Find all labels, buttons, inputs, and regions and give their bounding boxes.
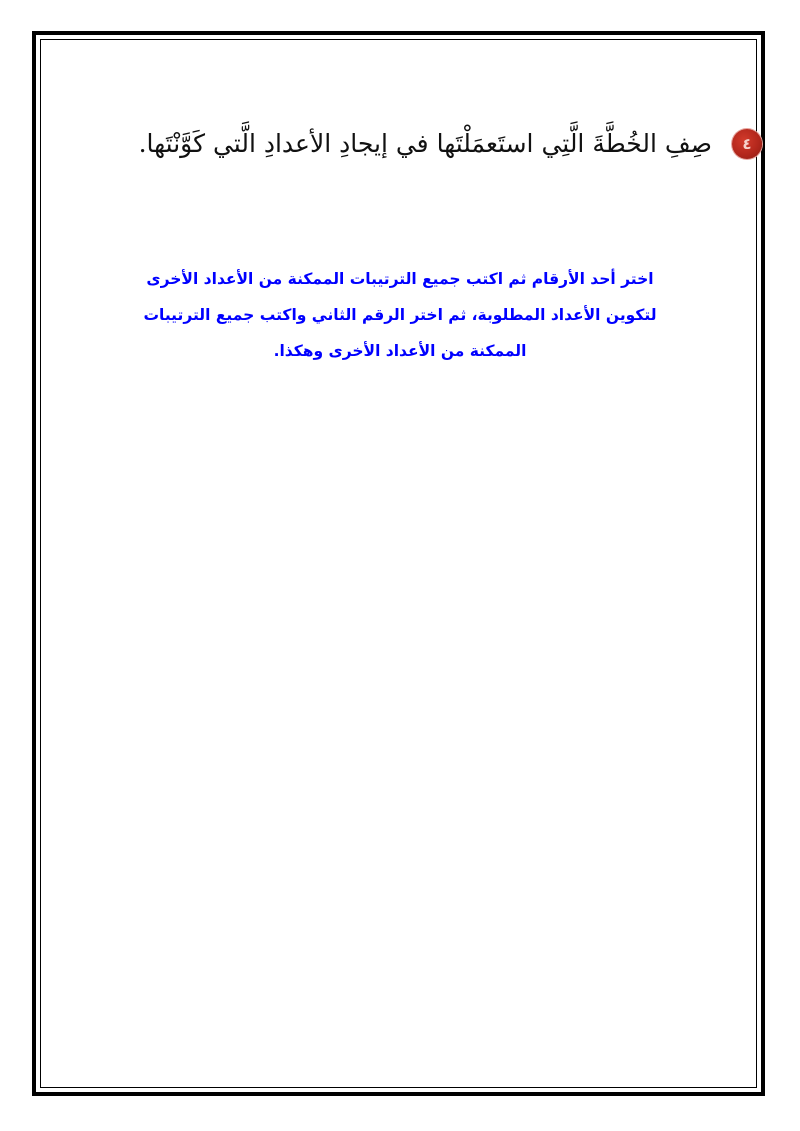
page-border-inner bbox=[40, 39, 757, 1088]
question-row bbox=[102, 128, 762, 161]
page-border bbox=[32, 31, 765, 1096]
answer-line-3: الممكنة من الأعداد الأخرى وهكذا. bbox=[273, 341, 527, 360]
answer-text bbox=[100, 262, 700, 370]
answer-line-1: اختر أحد الأرقام ثم اكتب جميع الترتيبات الممكنة من الأعداد الأخرى bbox=[146, 270, 654, 288]
question-text: صِفِ الخُطَّةَ الَّتِي استَعمَلْتَها في إيجادِ الأعدادِ الَّتي كَوَّنْتَها. bbox=[138, 129, 712, 158]
red-circle-number-icon bbox=[732, 129, 762, 159]
question-number: ٤ bbox=[742, 134, 752, 153]
answer-line-2: لتكوين الأعداد المطلوبة، ثم اختر الرقم الثاني واكتب جميع الترتيبات bbox=[143, 305, 657, 324]
